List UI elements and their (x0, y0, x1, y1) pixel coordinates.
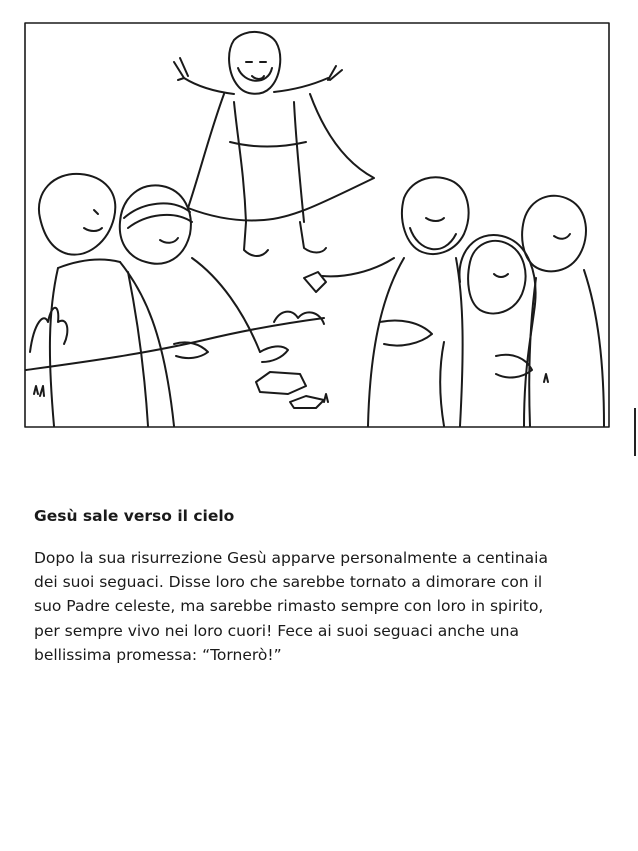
disciple-headband (120, 185, 288, 426)
paragraph-line: Dopo la sua risurrezione Gesù apparve personalmente a centinaia (34, 549, 548, 567)
disciple-left (39, 174, 208, 426)
paragraph-line: dei suoi seguaci. Disse loro che sarebbe tornato a dimorare con il (34, 573, 543, 592)
disciple-bearded (304, 177, 469, 426)
story-paragraph (34, 546, 604, 667)
page-edge-line (634, 408, 636, 456)
jesus-figure (174, 32, 374, 256)
disciple-far-right (496, 196, 604, 426)
rock-small (290, 396, 324, 408)
ascension-coloring-illustration (24, 22, 610, 428)
paragraph-line: bellissima promessa: “Tornerò!” (34, 645, 282, 664)
grass (34, 374, 548, 402)
paragraph-line: per sempre vivo nei loro cuori! Fece ai suoi seguaci anche una (34, 621, 519, 640)
bush-left (30, 308, 67, 352)
disciple-woman (440, 235, 535, 426)
rock (256, 372, 306, 394)
story-title: Gesù sale verso il cielo (34, 507, 235, 525)
story-text-block (34, 506, 604, 667)
paragraph-line: suo Padre celeste, ma sarebbe rimasto sempre con loro in spirito, (34, 597, 544, 616)
